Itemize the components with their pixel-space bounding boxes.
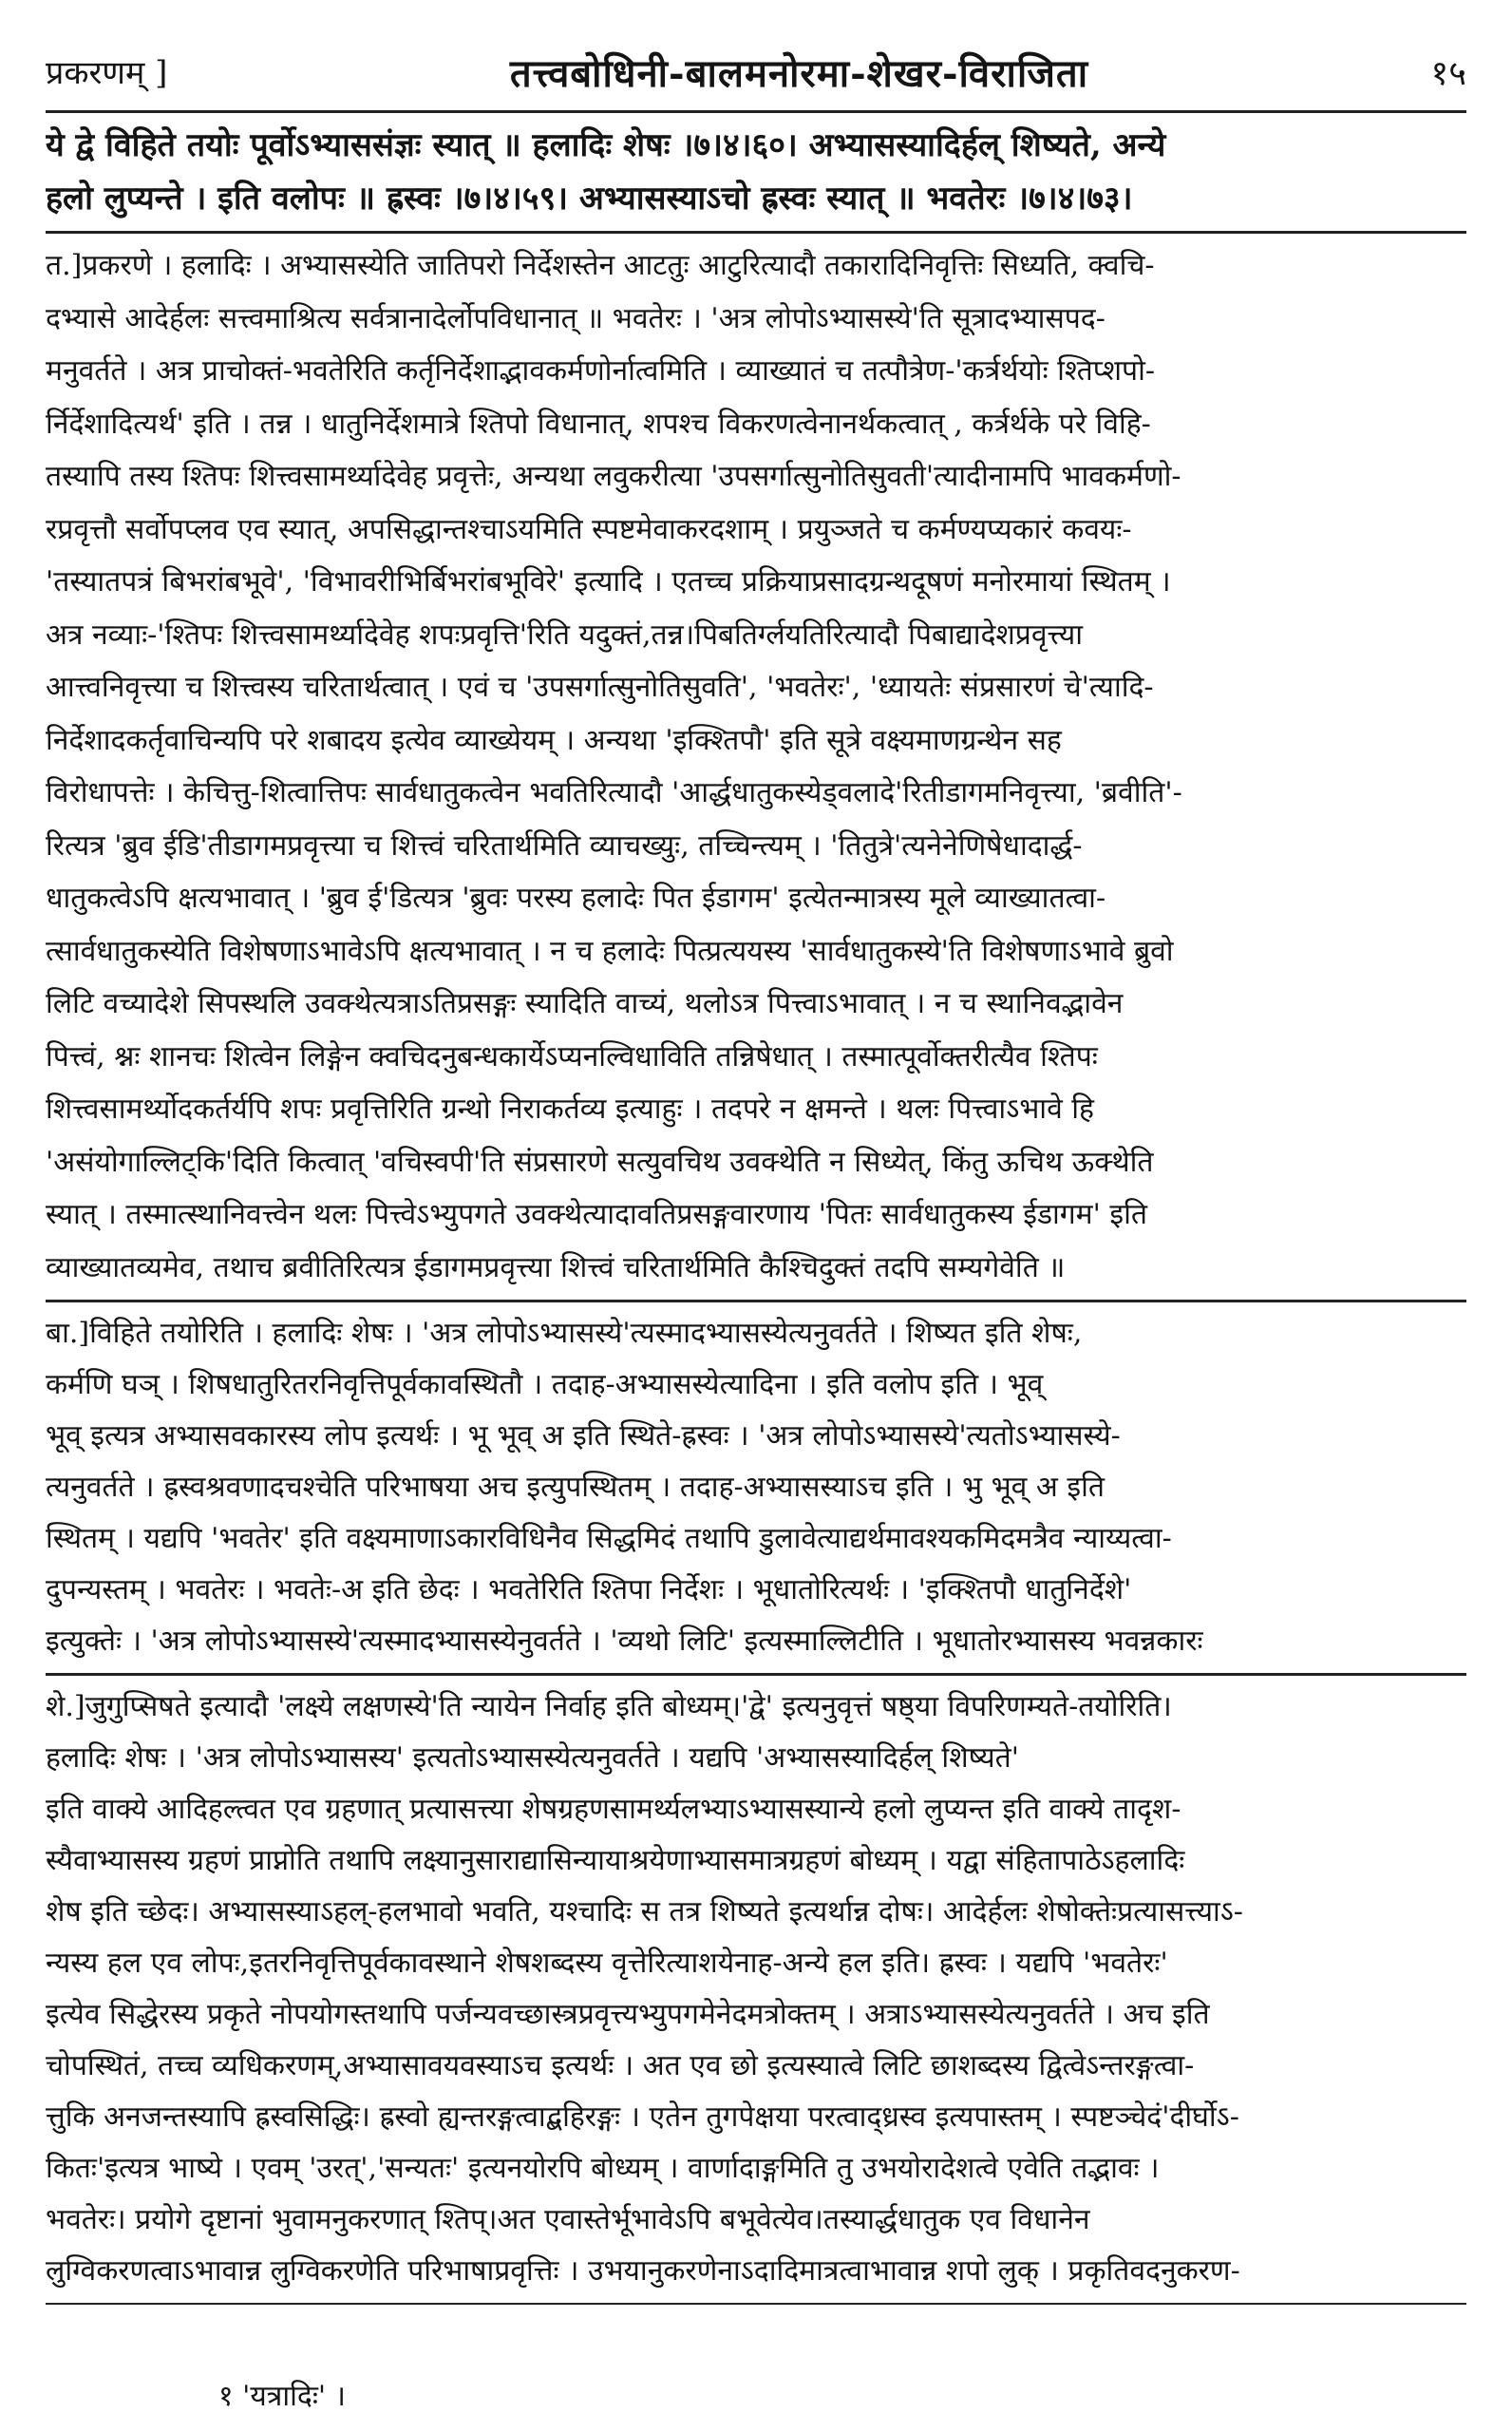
- commentary-line: 'तस्यातपत्रं बिभरांबभूवे', 'विभावरीभिर्बिभरांबभूविरे' इत्यादि । एतच्च प्रक्रियाप्रसादग्रन्थदूषणं मनोरमायां स्थितम् ।: [46, 565, 1171, 598]
- commentary-line: अत्र नव्याः-'श्तिपः शित्त्वसामर्थ्यादेवेह शपःप्रवृत्ति'रिति यदुक्तं,तन्न।पिबतिर्ग्लयतिरित्यादौ पिबाद्यादेशप्रवृत्त्या: [46, 618, 1084, 652]
- commentary-line: निर्देशादकर्तृवाचिन्यपि परे शबादय इत्येव व्याख्येयम् । अन्यथा 'इक्श्तिपौ' इति सूत्रे वक्ष्यमाणग्रन्थेन सह: [46, 723, 1062, 757]
- commentary-line: कितः'इत्यत्र भाष्ये । एवम् 'उरत्','सन्यतः' इत्यनयोरपि बोध्यम् । वार्णादाङ्गमिति तु उभयोरादेशत्वे एवेति तद्भावः ।: [46, 2152, 1160, 2185]
- mula-text: [46, 119, 1466, 225]
- commentary-line: त्सार्वधातुकस्येति विशेषणाऽभावेऽपि क्षत्यभावात् । न च हलादेः पित्प्रत्ययस्य 'सार्वधातुकस्ये'ति विशेषणाऽभावे ब्रुवो: [46, 934, 1174, 968]
- commentary-line: शित्त्वसामर्थ्योदकर्तर्यपि शपः प्रवृत्तिरिति ग्रन्थो निराकर्तव्य इत्याहुः । तदपरे न क्षमन्ते । थलः पित्त्वाऽभावे हि: [46, 1092, 1094, 1126]
- commentary-line: त्यनुवर्तते । ह्रस्वश्रवणादचश्चेति परिभाषया अच इत्युपस्थितम् । तदाह-अभ्यासस्याऽच इति । भु भूव् अ इति: [46, 1471, 1105, 1504]
- commentary-line: त्तुकि अनजन्तस्यापि ह्रस्वसिद्धिः। ह्रस्वो ह्यन्तरङ्गत्वाद्बहिरङ्गः । एतेन तुगपेक्षया परत्वाद्ध्रस्व इत्यपास्तम् । स्पष्टञ्चेदं'दीर्घोऽ-: [46, 2100, 1239, 2134]
- commentary-line: रप्रवृत्तौ सर्वोपप्लव एव स्यात्, अपसिद्धान्तश्चाऽयमिति स्पष्टमेवाकरदशाम् । प्रयुञ्जते च कर्मण्यप्यकारं कवयः-: [46, 512, 1132, 546]
- tattvabodhini-commentary: [46, 239, 1466, 1294]
- section-divider: [46, 1673, 1466, 1676]
- header-rule: [46, 110, 1466, 113]
- commentary-line: 'असंयोगाल्लिट्कि'दिति कित्वात् 'वचिस्वपी'ति संप्रसारणे सत्युवचिथ उवक्थेति न सिध्येत्, किंतु ऊचिथ ऊक्थेति: [46, 1145, 1154, 1179]
- commentary-line: स्थितम् । यद्यपि 'भवतेर' इति वक्ष्यमाणाऽकारविधिनैव सिद्धमिदं तथापि डुलावेत्याद्यर्थमावश्यकमिदमत्रैव न्याय्यत्वा-: [46, 1522, 1172, 1555]
- commentary-line: चोपस्थितं, तच्च व्यधिकरणम्,अभ्यासावयवस्याऽच इत्यर्थः । अत एव छो इत्यस्यात्वे लिटि छाशब्दस्य द्वित्वेऽन्तरङ्गत्वा-: [46, 2049, 1195, 2082]
- commentary-line: दभ्यासे आदेर्हलः सत्त्वमाश्रित्य सर्वत्रानादेर्लोपविधानात् ॥ भवतेरः । 'अत्र लोपोऽभ्यासस्ये'ति सूत्रादभ्यासपद-: [46, 301, 1106, 335]
- commentary-line: भवतेरः। प्रयोगे दृष्टानां भुवामनुकरणात् श्तिप्।अत एवास्तेर्भूभावेऽपि बभूवेत्येव।तस्यार्द्धधातुक एव विधानेन: [46, 2203, 1090, 2236]
- commentary-line: बा.]विहिते तयोरिति । हलादिः शेषः । 'अत्र लोपोऽभ्यासस्ये'त्यस्मादभ्यासस्येत्यनुवर्तते । शिष्यत इति शेषः,: [46, 1317, 1083, 1350]
- commentary-line: शे.]जुगुप्सिषते इत्यादौ 'लक्ष्ये लक्षणस्ये'ति न्यायेन निर्वाह इति बोध्यम्।'द्वे' इत्यनुवृत्तं षष्ठ्या विपरिणम्यते-तयोरिति।: [46, 1690, 1172, 1723]
- commentary-line: हलादिः शेषः । 'अत्र लोपोऽभ्यासस्य' इत्यतोऽभ्यासस्येत्यनुवर्तते । यद्यपि 'अभ्यासस्यादिर्हल् शिष्यते': [46, 1741, 1019, 1775]
- commentary-line: इत्येव सिद्धेरस्य प्रकृते नोपयोगस्तथापि पर्जन्यवच्छास्त्रप्रवृत्त्यभ्युपगमेनेदमत्रोक्तम् । अत्राऽभ्यासस्येत्यनुवर्तते । अच इति: [46, 1998, 1210, 2031]
- commentary-line: दुपन्यस्तम् । भवतेरः । भवतेः-अ इति छेदः । भवतेरिति श्तिपा निर्देशः । भूधातोरित्यर्थः । 'इक्श्तिपौ धातुनिर्देशे': [46, 1573, 1132, 1606]
- commentary-line: त.]प्रकरणे । हलादिः । अभ्यासस्येति जातिपरो निर्देशस्तेन आटतुः आटुरित्यादौ तकारादिनिवृत्तिः सिध्यति, क्वचि-: [46, 249, 1155, 282]
- commentary-line: विरोधापत्तेः । केचित्तु-शित्वात्तिपः सार्वधातुकत्वेन भवतिरित्यादौ 'आर्द्धधातुकस्येड्वलादे'रितीडागमनिवृत्त्या, 'ब्रवीति'-: [46, 776, 1182, 809]
- commentary-line: स्यात् । तस्मात्स्थानिवत्त्वेन थलः पित्त्वेऽभ्युपगते उवक्थेत्यादावतिप्रसङ्गवारणाय 'पितः सार्वधातुकस्य ईडागम' इति: [46, 1198, 1147, 1231]
- section-divider: [46, 1300, 1466, 1302]
- running-header: [46, 38, 1466, 104]
- shekhara-commentary: [46, 1682, 1466, 2297]
- footnote: १ 'यत्रादिः' ।: [218, 2380, 347, 2413]
- commentary-line: मनुवर्तते । अत्र प्राचोक्तं-भवतेरिति कर्तृनिर्देशाद्भावकर्मणोर्नात्वमिति । व्याख्यातं च तत्पौत्रेण-'कर्त्रर्थयोः श्तिप्शपो-: [46, 354, 1155, 388]
- commentary-line: कर्मणि घञ् । शिषधातुरितरनिवृत्तिपूर्वकावस्थितौ । तदाह-अभ्यासस्येत्यादिना । इति वलोप इति । भूव्: [46, 1368, 1044, 1401]
- commentary-line: व्याख्यातव्यमेव, तथाच ब्रवीतिरित्यत्र ईडागमप्रवृत्त्या शित्त्वं चरितार्थमिति कैश्चिदुक्तं तदपि सम्यगेवेति ॥: [46, 1250, 1066, 1284]
- commentary-line: इति वाक्ये आदिहल्त्वत एव ग्रहणात् प्रत्यासत्त्या शेषग्रहणसामर्थ्यलभ्याऽभ्यासस्यान्ये हलो लुप्यन्त इति वाक्ये तादृश-: [46, 1793, 1181, 1826]
- section-divider: [46, 231, 1466, 234]
- commentary-line: भूव् इत्यत्र अभ्यासवकारस्य लोप इत्यर्थः । भू भूव् अ इति स्थिते-ह्रस्वः । 'अत्र लोपोऽभ्यासस्ये'त्यतोऽभ्यासस्ये-: [46, 1419, 1121, 1453]
- commentary-line: र्निर्देशादित्यर्थ' इति । तन्न । धातुनिर्देशमात्रे श्तिपो विधानात्, शपश्च विकरणत्वेनानर्थकत्वात् , कर्त्रर्थके परे विहि-: [46, 407, 1151, 441]
- commentary-line: पित्त्वं, श्नः शानचः शित्वेन लिङ्गेन क्वचिदनुबन्धकार्येऽप्यनल्विधाविति तन्निषेधात् । तस्मात्पूर्वोक्तरीत्यैव श्तिपः: [46, 1039, 1098, 1074]
- balamanorama-commentary: [46, 1308, 1466, 1667]
- commentary-line: आत्त्वनिवृत्त्या च शित्त्वस्य चरितार्थत्वात् । एवं च 'उपसर्गात्सुनोतिसुवति', 'भवतेरः', 'ध्यायतेः संप्रसारणं चे'त्यादि-: [46, 671, 1154, 704]
- commentary-line: रित्यत्र 'ब्रुव ईडि'तीडागमप्रवृत्त्या च शित्त्वं चरितार्थमिति व्याचख्युः, तच्चिन्त्यम् । 'तितुत्रे'त्यनेनेणिषेधादार्द्ध-: [46, 828, 1083, 863]
- commentary-line: लुग्विकरणत्वाऽभावान्न लुग्विकरणेति परिभाषाप्रवृत्तिः । उभयानुकरणेनाऽदादिमात्रत्वाभावान्न शपो लुक् । प्रकृतिवदनुकरण-: [46, 2254, 1240, 2288]
- mula-line: हलो लुप्यन्ते । इति वलोपः ॥ ह्रस्वः ।७।४।५९। अभ्यासस्याऽचो ह्रस्वः स्यात् ॥ भवतेरः ।७।४।७३।: [46, 180, 1133, 218]
- page-number: १५: [1430, 53, 1466, 93]
- commentary-line: लिटि वच्यादेशे सिपस्थलि उवक्थेत्यत्राऽतिप्रसङ्गः स्यादिति वाच्यं, थलोऽत्र पित्त्वाऽभावात् । न च स्थानिवद्भावेन: [46, 987, 1124, 1020]
- mula-line: ये द्वे विहिते तयोः पूर्वोऽभ्याससंज्ञः स्यात् ॥ हलादिः शेषः ।७।४।६०। अभ्यासस्यादिर्हल् शिष्यते, अन्ये: [46, 126, 1166, 164]
- commentary-line: इत्युक्तेः । 'अत्र लोपोऽभ्यासस्ये'त्यस्मादभ्यासस्येनुवर्तते । 'व्यथो लिटि' इत्यस्माल्लिटीति । भूधातोरभ्यासस्य भवन्नकारः: [46, 1624, 1203, 1658]
- commentary-line: शेष इति च्छेदः। अभ्यासस्याऽहल्-हलभावो भवति, यश्चादिः स तत्र शिष्यते इत्यर्थान्न दोषः। आदेर्हलः शेषोक्तेःप्रत्यासत्त्याऽ-: [46, 1895, 1243, 1928]
- footnote-rule: [46, 2303, 1466, 2305]
- commentary-line: तस्यापि तस्य श्तिपः शित्त्वसामर्थ्यादेवेह प्रवृत्तेः, अन्यथा लवुकरीत्या 'उपसर्गात्सुनोतिसुवती'त्यादीनामपि भावकर्मणो-: [46, 460, 1181, 493]
- header-section-label: प्रकरणम् ]: [46, 54, 168, 92]
- commentary-line: धातुकत्वेऽपि क्षत्यभावात् । 'ब्रुव ई'डित्यत्र 'ब्रुवः परस्य हलादेः पित ईडागम' इत्येतन्मात्रस्य मूले व्याख्यातत्वा-: [46, 882, 1106, 915]
- commentary-line: स्यैवाभ्यासस्य ग्रहणं प्राप्नोति तथापि लक्ष्यानुसाराद्यासिन्यायाश्रयेणाभ्यासमात्रग्रहणं बोध्यम् । यद्वा संहितापाठेऽहलादिः: [46, 1844, 1185, 1877]
- commentary-line: न्यस्य हल एव लोपः,इतरनिवृत्तिपूर्वकावस्थाने शेषशब्दस्य वृत्तेरित्याशयेनाह-अन्ये हल इति। ह्रस्वः । यद्यपि 'भवतेरः': [46, 1947, 1168, 1980]
- header-title: तत्त्वबोधिनी-बालमनोरमा-शेखर-विराजिता: [509, 50, 1089, 96]
